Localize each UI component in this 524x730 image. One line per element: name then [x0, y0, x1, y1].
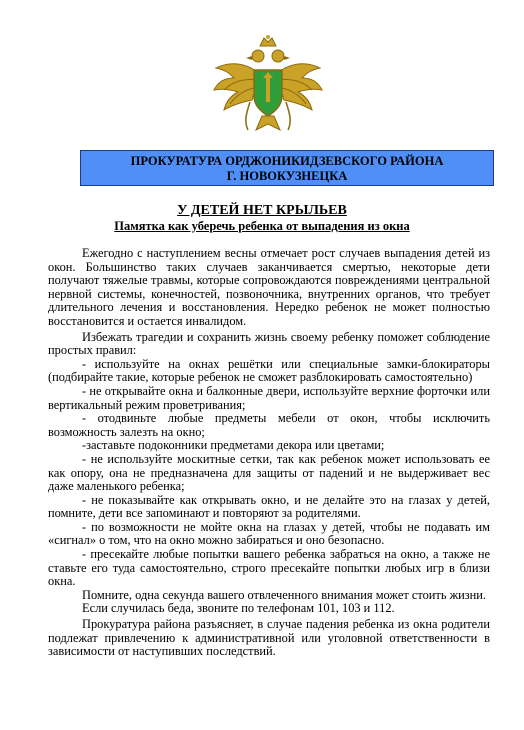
office-banner: [80, 150, 494, 186]
document-subtitle: Памятка как уберечь ребенка от выпадения из окна: [114, 219, 410, 233]
document-title: У ДЕТЕЙ НЕТ КРЫЛЬЕВ: [177, 203, 347, 218]
rule-item: - отодвиньте любые предметы мебели от окон, чтобы исключить возможность залезть на окно;: [48, 411, 490, 439]
rule-item: - не показывайте как открывать окно, и не делайте это на глазах у детей, помните, дети все запоминают и повторяют за родителями.: [48, 492, 490, 521]
paragraph-liability: Прокуратура района разъясняет, в случае падения ребенка из окна родители подлежат привлечению к административной или уголовной ответственности в зависимости от наступивших последствий.: [48, 617, 490, 659]
banner-line-2: Г. НОВОКУЗНЕЦКА: [226, 169, 348, 183]
prosecutor-emblem-icon: [210, 34, 326, 142]
paragraph-intro: Ежегодно с наступлением весны отмечает рост случаев выпадения детей из окон. Большинство таких случаев заканчивается смертью, некоторые дети получают тяжелые травмы, которые сопровождаются повреждениями центральной нервной системы, конечностей, позвоночника, внутренних органов, что требует длительного лечения и восстановления. Нередко ребенок не может полностью восстановится и остается инвалидом.: [48, 246, 490, 328]
banner-line-1: ПРОКУРАТУРА ОРДЖОНИКИДЗЕВСКОГО РАЙОНА: [130, 154, 444, 168]
rule-item: -заставьте подоконники предметами декора или цветами;: [82, 438, 385, 453]
document-body: [48, 247, 490, 659]
paragraph-rules-intro: Избежать трагедии и сохранить жизнь своему ребенку поможет соблюдение простых правил:: [48, 329, 490, 358]
rule-item: - не открывайте окна и балконные двери, используйте верхние форточки или вертикальный режим проветривания;: [48, 383, 490, 412]
rule-item: - по возможности не мойте окна на глазах у детей, чтобы не подавать им «сигнал» о том, что на окно можно забираться и оно безопасно.: [48, 519, 490, 548]
rule-item: - пресекайте любые попытки вашего ребенка забраться на окно, а также не ставьте его туда самостоятельно, строго пресекайте попытки любых игр в близи окна.: [48, 547, 490, 589]
paragraph-reminder: Помните, одна секунда вашего отвлеченного внимания может стоить жизни.: [82, 587, 487, 602]
rule-item: - используйте на окнах решётки или специальные замки-блокираторы (подбирайте такие, которые ребенок не сможет разблокировать самостоятельно): [48, 356, 490, 385]
rule-item: - не используйте москитные сетки, так как ребенок может использовать ее как опору, она не предназначена для защиты от падений и не выдерживает вес даже маленького ребенка;: [48, 451, 490, 494]
paragraph-phones: Если случилась беда, звоните по телефонам 101, 103 и 112.: [82, 601, 395, 616]
